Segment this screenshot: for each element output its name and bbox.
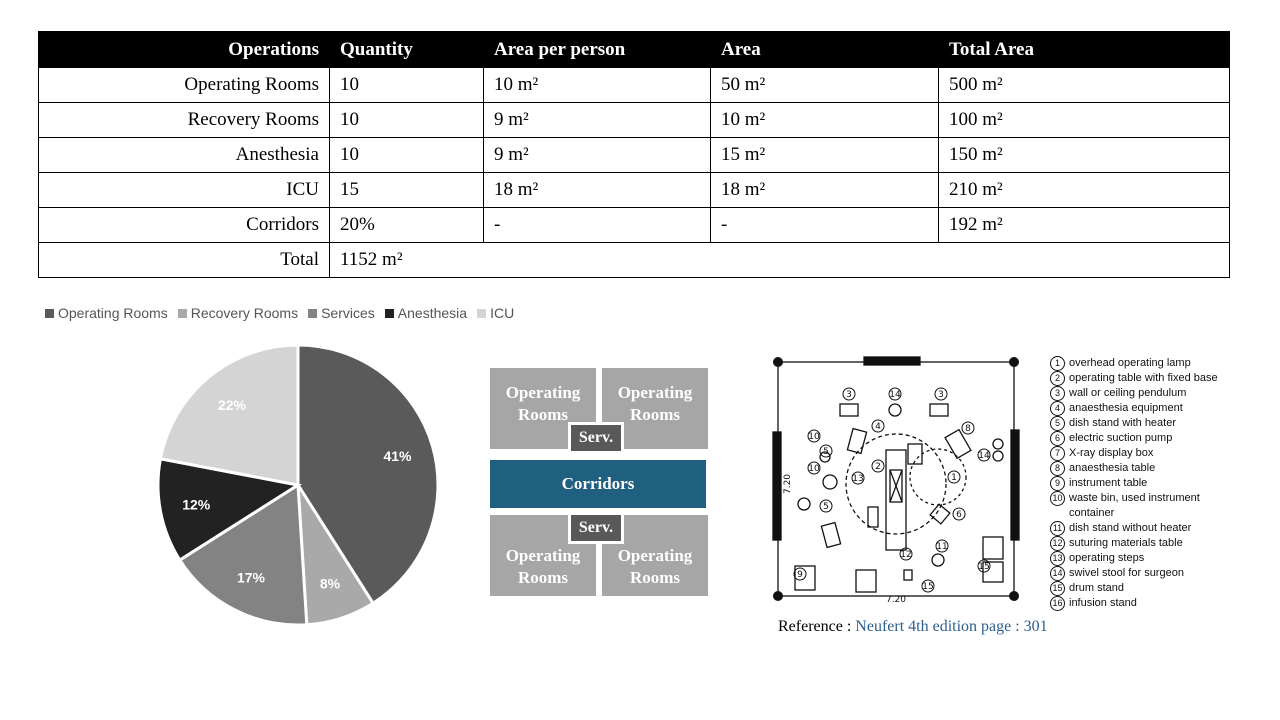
key-number: 1 [1050, 356, 1065, 371]
cell: 10 m² [484, 68, 711, 103]
table-row [39, 103, 1230, 138]
key-number: 15 [1050, 581, 1065, 596]
key-text: infusion stand [1069, 596, 1137, 609]
key-text: operating steps [1069, 551, 1145, 564]
cell: 15 m² [711, 138, 939, 173]
cell: 18 m² [484, 173, 711, 208]
plan-key-item [1050, 356, 1229, 371]
legend-item [385, 305, 467, 321]
table-row [39, 68, 1230, 103]
header-operations: Operations [39, 32, 330, 68]
legend-label: Anesthesia [397, 305, 468, 321]
cell: Anesthesia [39, 138, 330, 173]
legend-label: ICU [490, 305, 515, 321]
pie-data-label: 8% [319, 575, 341, 592]
cell: Recovery Rooms [39, 103, 330, 138]
pie-data-label: 41% [383, 448, 412, 465]
key-text: electric suction pump [1069, 432, 1173, 444]
svg-text:5: 5 [823, 447, 829, 457]
plan-key-item [1050, 581, 1229, 596]
operating-room-block: Operating Rooms [490, 368, 596, 449]
service-block: Serv. [568, 422, 624, 454]
legend-item [308, 305, 375, 321]
area-table [38, 31, 1230, 278]
reference-label: Reference : [778, 618, 852, 635]
svg-text:12: 12 [900, 550, 912, 560]
pie-data-label: 17% [236, 569, 265, 586]
cell: 210 m² [939, 173, 1230, 208]
cell: 10 [330, 103, 484, 138]
plan-key-item [1050, 521, 1229, 536]
legend-swatch [385, 309, 394, 318]
plan-key-item [1050, 491, 1229, 521]
cell: 500 m² [939, 68, 1230, 103]
svg-text:14: 14 [978, 451, 990, 461]
key-number: 6 [1050, 431, 1065, 446]
dim-bottom: 7.20 [885, 595, 907, 605]
cell: - [711, 208, 939, 243]
key-text: overhead operating lamp [1069, 357, 1191, 369]
legend-label: Services [321, 305, 375, 321]
total-label: Total [39, 243, 330, 278]
cell: - [484, 208, 711, 243]
cell: 10 [330, 68, 484, 103]
table-header-row [39, 32, 1230, 68]
plan-key-item [1050, 431, 1229, 446]
operating-room-plan [768, 352, 1038, 607]
svg-text:3: 3 [938, 390, 944, 400]
plan-key-item [1050, 596, 1229, 611]
plan-key-item [1050, 371, 1229, 386]
svg-text:5: 5 [823, 502, 829, 512]
cell: Corridors [39, 208, 330, 243]
cell: 18 m² [711, 173, 939, 208]
reference-line [778, 618, 1048, 636]
pie-slice [160, 345, 298, 485]
chart-legend [45, 305, 514, 321]
legend-swatch [178, 309, 187, 318]
header-area: Area [711, 32, 939, 68]
dim-side: 7.20 [783, 473, 793, 495]
legend-item [477, 305, 514, 321]
total-value: 1152 m² [330, 243, 1230, 278]
legend-swatch [477, 309, 486, 318]
legend-label: Recovery Rooms [190, 305, 299, 321]
svg-text:4: 4 [875, 422, 881, 432]
svg-text:2: 2 [875, 462, 881, 472]
plan-key-item [1050, 566, 1229, 581]
cell: 20% [330, 208, 484, 243]
cell: 192 m² [939, 208, 1230, 243]
plan-key-item [1050, 536, 1229, 551]
key-number: 10 [1050, 491, 1065, 506]
plan-key-item [1050, 401, 1229, 416]
plan-key-item [1050, 476, 1229, 491]
plan-key-item [1050, 416, 1229, 431]
svg-text:11: 11 [936, 542, 948, 552]
key-number: 7 [1050, 446, 1065, 461]
key-number: 2 [1050, 371, 1065, 386]
key-text: suturing materials table [1069, 536, 1183, 549]
key-text: instrument table [1069, 477, 1148, 489]
svg-text:6: 6 [956, 510, 962, 520]
svg-text:1: 1 [951, 473, 957, 483]
cell: 50 m² [711, 68, 939, 103]
plan-key-item [1050, 551, 1229, 566]
legend-label: Operating Rooms [58, 305, 168, 321]
svg-text:13: 13 [852, 474, 864, 484]
legend-swatch [45, 309, 54, 318]
key-number: 8 [1050, 461, 1065, 476]
key-number: 11 [1050, 521, 1065, 536]
cell: 9 m² [484, 103, 711, 138]
operating-room-block: Operating Rooms [602, 515, 708, 596]
legend-item [45, 305, 168, 321]
key-text: anaesthesia equipment [1069, 402, 1183, 414]
table-total-row [39, 243, 1230, 278]
key-number: 12 [1050, 536, 1065, 551]
key-number: 16 [1050, 596, 1065, 611]
table-row [39, 208, 1230, 243]
corridor-block: Corridors [490, 460, 706, 508]
header-total-area: Total Area [939, 32, 1230, 68]
cell: 15 [330, 173, 484, 208]
cell: 100 m² [939, 103, 1230, 138]
plan-key-item [1050, 446, 1229, 461]
cell: 10 [330, 138, 484, 173]
cell: 9 m² [484, 138, 711, 173]
key-text: dish stand without heater [1069, 521, 1192, 534]
svg-text:9: 9 [797, 570, 803, 580]
pie-data-label: 12% [182, 496, 211, 513]
key-number: 5 [1050, 416, 1065, 431]
key-text: dish stand with heater [1069, 417, 1177, 429]
key-text: swivel stool for surgeon [1069, 566, 1184, 579]
key-number: 9 [1050, 476, 1065, 491]
pie-chart [140, 330, 460, 640]
svg-text:15: 15 [922, 582, 934, 592]
table-row [39, 138, 1230, 173]
plan-key-item [1050, 386, 1229, 401]
operating-room-block: Operating Rooms [490, 515, 596, 596]
table-row [39, 173, 1230, 208]
key-text: X-ray display box [1069, 447, 1154, 459]
key-number: 3 [1050, 386, 1065, 401]
cell: 150 m² [939, 138, 1230, 173]
key-number: 13 [1050, 551, 1065, 566]
service-block: Serv. [568, 512, 624, 544]
svg-text:8: 8 [965, 424, 971, 434]
operating-room-block: Operating Rooms [602, 368, 708, 449]
svg-text:14: 14 [889, 390, 901, 400]
header-area-per-person: Area per person [484, 32, 711, 68]
key-number: 14 [1050, 566, 1065, 581]
key-text: operating table with fixed base [1069, 372, 1218, 384]
cell: Operating Rooms [39, 68, 330, 103]
reference-source[interactable]: Neufert 4th edition page : 301 [855, 618, 1048, 635]
svg-text:10: 10 [808, 464, 820, 474]
plan-key-item [1050, 461, 1229, 476]
key-text: wall or ceiling pendulum [1069, 387, 1187, 399]
key-number: 4 [1050, 401, 1065, 416]
svg-text:15: 15 [978, 562, 990, 572]
key-text: drum stand [1069, 581, 1125, 594]
cell: ICU [39, 173, 330, 208]
svg-text:10: 10 [808, 432, 820, 442]
key-text: waste bin, used instrument container [1069, 492, 1200, 519]
pie-data-label: 22% [217, 397, 246, 414]
key-text: anaesthesia table [1069, 462, 1156, 474]
svg-text:3: 3 [846, 390, 852, 400]
legend-item [178, 305, 298, 321]
header-quantity: Quantity [330, 32, 484, 68]
legend-swatch [308, 309, 317, 318]
cell: 10 m² [711, 103, 939, 138]
plan-key-list [1050, 356, 1229, 611]
